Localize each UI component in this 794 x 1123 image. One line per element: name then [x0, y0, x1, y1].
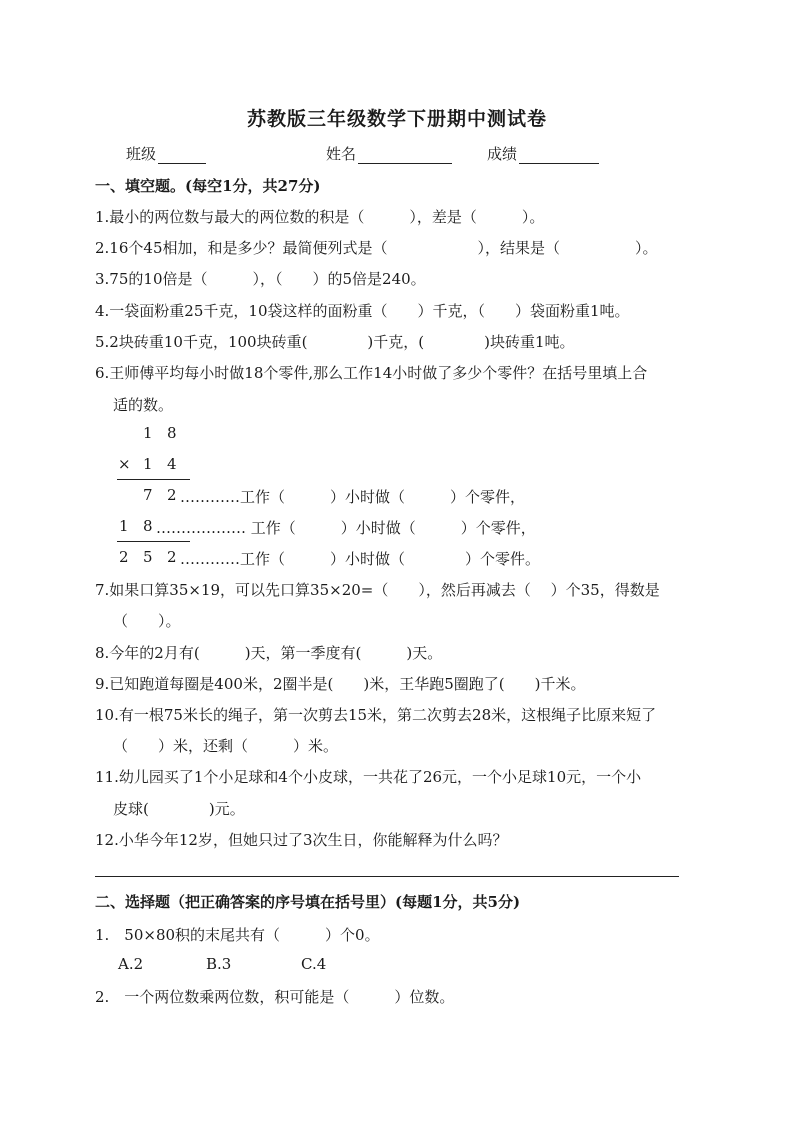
name-label: 姓名 [326, 145, 357, 163]
section2-heading: 二、选择题（把正确答案的序号填在括号里）(每题1分，共5分) [95, 893, 521, 911]
question-11-line2: 皮球( )元。 [113, 800, 245, 818]
class-field [126, 143, 206, 164]
partial-digit: 7 [143, 486, 153, 504]
question-3: 3.75的10倍是（ ），（ ）的5倍是240。 [95, 270, 426, 288]
question-7-line2: （ ）。 [113, 612, 181, 630]
partial-digit: 8 [143, 517, 153, 535]
score-field [487, 143, 599, 164]
name-blank[interactable] [358, 147, 452, 164]
name-field [326, 143, 452, 164]
answer-line[interactable] [95, 876, 679, 877]
score-label: 成绩 [487, 145, 518, 163]
row2-description: ……………… 工作（ ）小时做（ ）个零件， [156, 519, 536, 537]
second-digit: 1 [143, 455, 153, 473]
class-label: 班级 [126, 145, 157, 163]
row1-description: …………工作（ ）小时做（ ）个零件， [180, 488, 526, 506]
question-1: 1.最小的两位数与最大的两位数的积是（ ），差是（ ）。 [95, 208, 545, 226]
question-9: 9.已知跑道每圈是400米，2圈半是( )米，王华跑5圈跑了( )千米。 [95, 675, 586, 693]
question-10-line1: 10.有一根75米长的绳子，第一次剪去15米，第二次剪去28米，这根绳子比原来短了 [95, 706, 657, 724]
rule-line-1 [117, 479, 190, 480]
second-digit: 4 [167, 455, 177, 473]
question-2: 2.16个45相加，和是多少？最简便列式是（ ），结果是（ ）。 [95, 239, 658, 257]
question-12: 12.小华今年12岁，但她只过了3次生日，你能解释为什么吗？ [95, 831, 508, 849]
product-digit: 2 [119, 548, 129, 566]
page-title: 苏教版三年级数学下册期中测试卷 [246, 108, 547, 130]
partial-digit: 2 [167, 486, 177, 504]
top-digit: 1 [143, 424, 153, 442]
option-b: B.3 [206, 955, 232, 973]
question-11-line1: 11.幼儿园买了1个小足球和4个小皮球，一共花了26元，一个小足球10元，一个小 [95, 768, 642, 786]
top-digit: 8 [167, 424, 177, 442]
question-6-line1: 6.王师傅平均每小时做18个零件,那么工作14小时做了多少个零件？在括号里填上合 [95, 364, 648, 382]
choice-question-1: 1. 50×80积的末尾共有（ ）个0。 [95, 926, 380, 944]
rule-line-2 [117, 541, 190, 542]
question-7-line1: 7.如果口算35×19，可以先口算35×20=（ ），然后再减去（ ）个35，得数是 [95, 581, 660, 599]
product-digit: 2 [167, 548, 177, 566]
row3-description: …………工作（ ）小时做（ ）个零件。 [180, 550, 541, 568]
option-c: C.4 [301, 955, 327, 973]
question-4: 4.一袋面粉重25千克，10袋这样的面粉重（ ）千克，（ ）袋面粉重1吨。 [95, 302, 630, 320]
question-5: 5.2块砖重10千克，100块砖重( )千克，( )块砖重1吨。 [95, 333, 575, 351]
option-a: A.2 [118, 955, 144, 973]
class-blank[interactable] [158, 147, 206, 164]
question-6-line2: 适的数。 [113, 396, 174, 414]
question-8: 8.今年的2月有( )天，第一季度有( )天。 [95, 644, 443, 662]
product-digit: 5 [143, 548, 153, 566]
question-10-line2: （ ）米，还剩（ ）米。 [113, 737, 339, 755]
section1-heading: 一、填空题。(每空1分，共27分) [95, 177, 321, 195]
partial-digit: 1 [119, 517, 129, 535]
score-blank[interactable] [519, 147, 599, 164]
choice-question-2: 2. 一个两位数乘两位数，积可能是（ ）位数。 [95, 988, 455, 1006]
multiply-sign: × [118, 455, 131, 473]
